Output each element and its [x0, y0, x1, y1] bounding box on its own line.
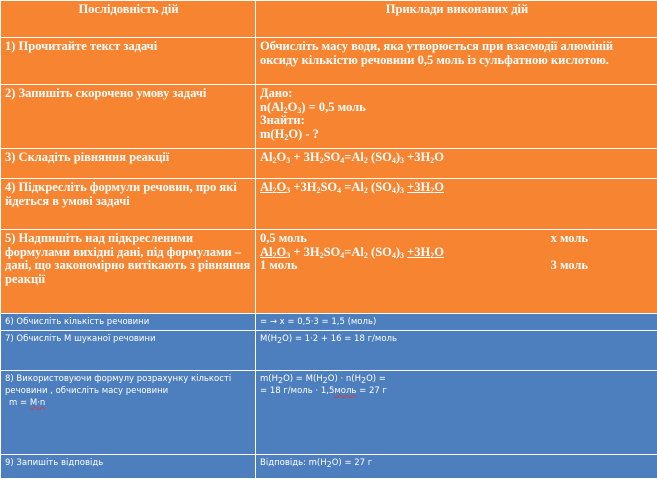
answer: Відповідь: $m(H_2O) = 27$ г	[256, 455, 657, 479]
find-mass: $m(H_2O)$ - ?	[260, 128, 654, 142]
example-6-text: = → х = 0,5·3 = 1,5 (моль)	[256, 314, 657, 331]
mass-formula: m = M·n	[5, 397, 252, 409]
step-4-text: 4) Підкресліть формули речовин, про які йдеться в умові задачі	[1, 179, 256, 230]
header-examples: Приклади виконаних дій	[256, 1, 657, 38]
step-1-text: 1) Прочитайте текст задачі	[1, 38, 256, 85]
step-row-3	[1, 149, 657, 179]
underlined-alumina: $Al_2O_3$	[260, 180, 290, 194]
step-row-4	[1, 179, 657, 230]
step-7-text: 7) Обчисліть М шуканої речовини	[1, 331, 256, 371]
example-8	[256, 371, 657, 455]
step-2-text: 2) Запишіть скорочено умову задачі	[1, 85, 256, 149]
step-row-5	[1, 230, 657, 314]
example-1-text: Обчисліть масу води, яка утворюється при взаємодії алюміній оксиду кількістю речовини 0,5 моль із сульфатною кислотою.	[256, 38, 657, 85]
underlined-equation: $Al_2O_3 +3H_2SO_4 =Al_2$ $(SO_4)_3 +3H_2O$	[256, 179, 657, 230]
underlined-water: $+3H_2O$	[407, 180, 444, 194]
example-7: $M(H_2O) = 1\cdot 2 + 16 = 18$ г/моль	[256, 331, 657, 371]
given-label: Дано:	[260, 87, 654, 101]
mass-expression: $m(H_2O) = M(H_2O) \cdot n(H_2O)$ =	[260, 373, 654, 385]
annotated-reaction: $Al_2O_3 + 3H_2SO_4=Al_2$ $(SO_4)_3 +3H_2O$	[260, 246, 654, 260]
step-row-7	[1, 331, 657, 371]
reaction-equation: $Al_2O_3 + 3H_2SO_4=Al_2$ $(SO_4)_3 +3H_2O$	[256, 149, 657, 179]
given-amounts-line: 0,5 моль х моль	[260, 232, 654, 246]
step-row-8	[1, 371, 657, 455]
step-5-text: 5) Надпишіть над підкресленими формулами вихідні дані, під формулами – дані, що закономірно витікають з рівняння реакції	[1, 230, 256, 314]
mass-result: = 18 г/моль · 1,5моль = 27 г	[260, 385, 654, 397]
step-8	[1, 371, 256, 455]
find-label: Знайти:	[260, 114, 654, 128]
example-2	[256, 85, 657, 149]
header-row	[1, 1, 657, 38]
step-3-text: 3) Складіть рівняння реакції	[1, 149, 256, 179]
step-6-text: 6) Обчисліть кількість речовини	[1, 314, 256, 331]
annotated-equation	[256, 230, 657, 314]
header-steps: Послідовність дій	[1, 1, 256, 38]
step-row-6	[1, 314, 657, 331]
step-8-text: 8) Використовуючи формулу розрахунку кількості речовини , обчисліть масу речовини	[5, 373, 252, 397]
equation-amounts-line: 1 моль 3 моль	[260, 259, 654, 273]
step-row-9	[1, 455, 657, 479]
step-row-2	[1, 85, 657, 149]
step-row-1	[1, 38, 657, 85]
given-amount: $n(Al_2O_3) = 0,5$ моль	[260, 101, 654, 115]
step-9-text: 9) Запишіть відповідь	[1, 455, 256, 479]
